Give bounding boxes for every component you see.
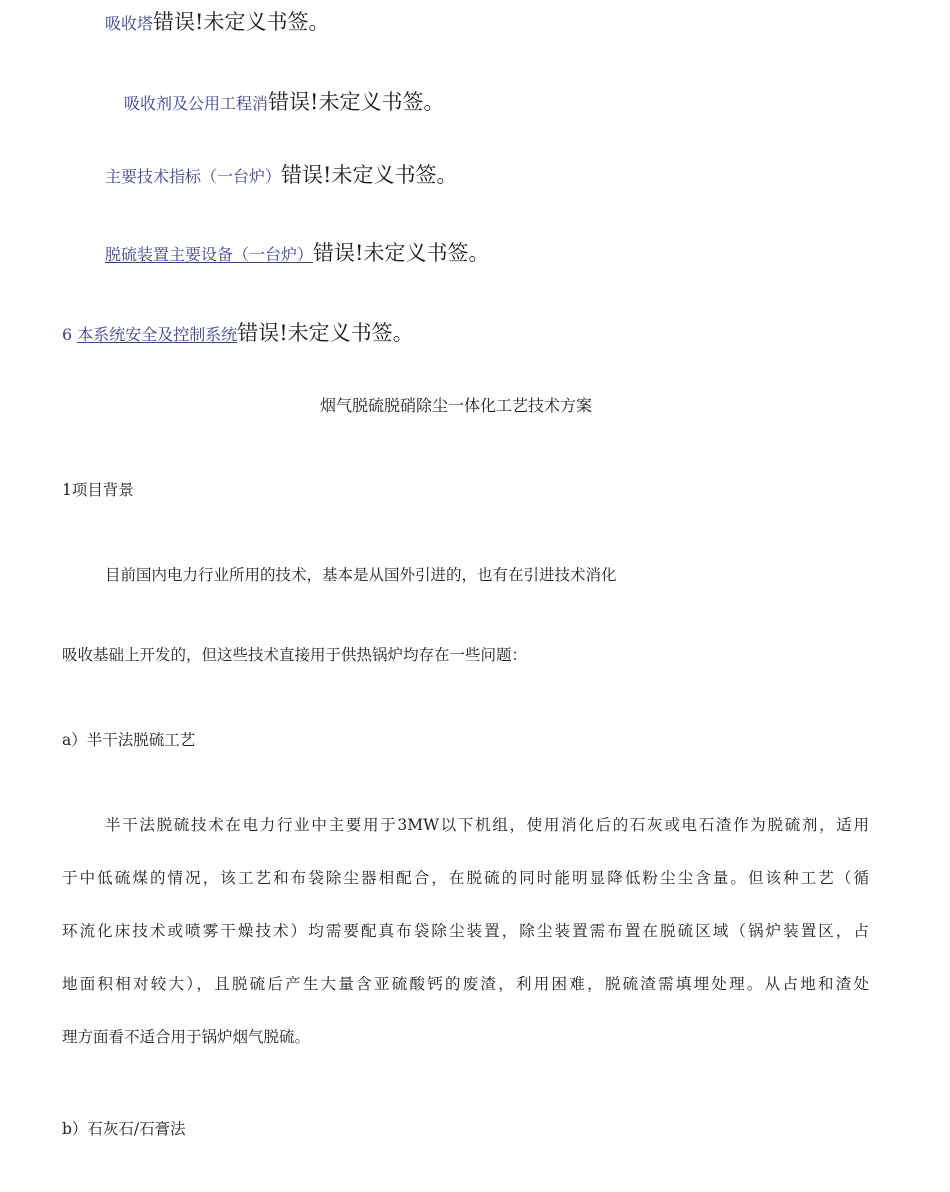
paragraph-line: 环流化床技术或喷雾干燥技术）均需要配真布袋除尘装置，除尘装置需布置在脱硫区域（锅炉装置区，占	[62, 922, 869, 940]
subsection-heading: b）石灰石/石膏法	[62, 1120, 186, 1138]
toc-error-text: 错误!未定义书签。	[281, 163, 458, 187]
toc-error-text: 错误!未定义书签。	[268, 90, 445, 114]
toc-entry-absorbent-utilities[interactable]	[124, 86, 444, 116]
intro-paragraph-line: 吸收基础上开发的，但这些技术直接用于供热锅炉均存在一些问题：	[62, 646, 528, 664]
document-title: 烟气脱硫脱硝除尘一体化工艺技术方案	[320, 396, 593, 415]
paragraph-line: 地面积相对较大），且脱硫后产生大量含亚硫酸钙的废渣，利用困难，脱硫渣需填埋处理。从占地和渣处	[62, 975, 869, 993]
section-heading: 1项目背景	[62, 481, 134, 499]
subsection-heading: a）半干法脱硫工艺	[62, 731, 196, 749]
intro-paragraph-line: 目前国内电力行业所用的技术，基本是从国外引进的，也有在引进技术消化	[105, 566, 617, 584]
toc-entry-main-indicators[interactable]	[105, 159, 457, 189]
paragraph-line: 理方面看不适合用于锅炉烟气脱硫。	[62, 1028, 311, 1046]
toc-link-label[interactable]: 本系统安全及控制系统	[77, 325, 238, 344]
paragraph-line: 于中低硫煤的情况，该工艺和布袋除尘器相配合，在脱硫的同时能明显降低粉尘尘含量。但该种工艺（循	[62, 869, 869, 887]
toc-error-text: 错误!未定义书签。	[313, 241, 490, 265]
toc-section-number[interactable]: 6	[62, 325, 73, 344]
paragraph-line: 半干法脱硫技术在电力行业中主要用于3MW以下机组，使用消化后的石灰或电石渣作为脱硫剂，适用	[105, 816, 869, 834]
toc-link-label[interactable]: 吸收剂及公用工程消	[124, 94, 269, 113]
toc-link-label[interactable]: 吸收塔	[105, 14, 154, 33]
toc-entry-safety-control[interactable]	[62, 317, 414, 347]
toc-link-label[interactable]: 脱硫装置主要设备（一台炉）	[105, 245, 314, 264]
toc-link-label[interactable]: 主要技术指标（一台炉）	[105, 167, 282, 186]
toc-entry-main-equipment[interactable]	[105, 237, 489, 267]
toc-error-text: 错误!未定义书签。	[153, 10, 330, 34]
toc-error-text: 错误!未定义书签。	[237, 321, 414, 345]
toc-entry-absorber[interactable]	[105, 6, 329, 36]
